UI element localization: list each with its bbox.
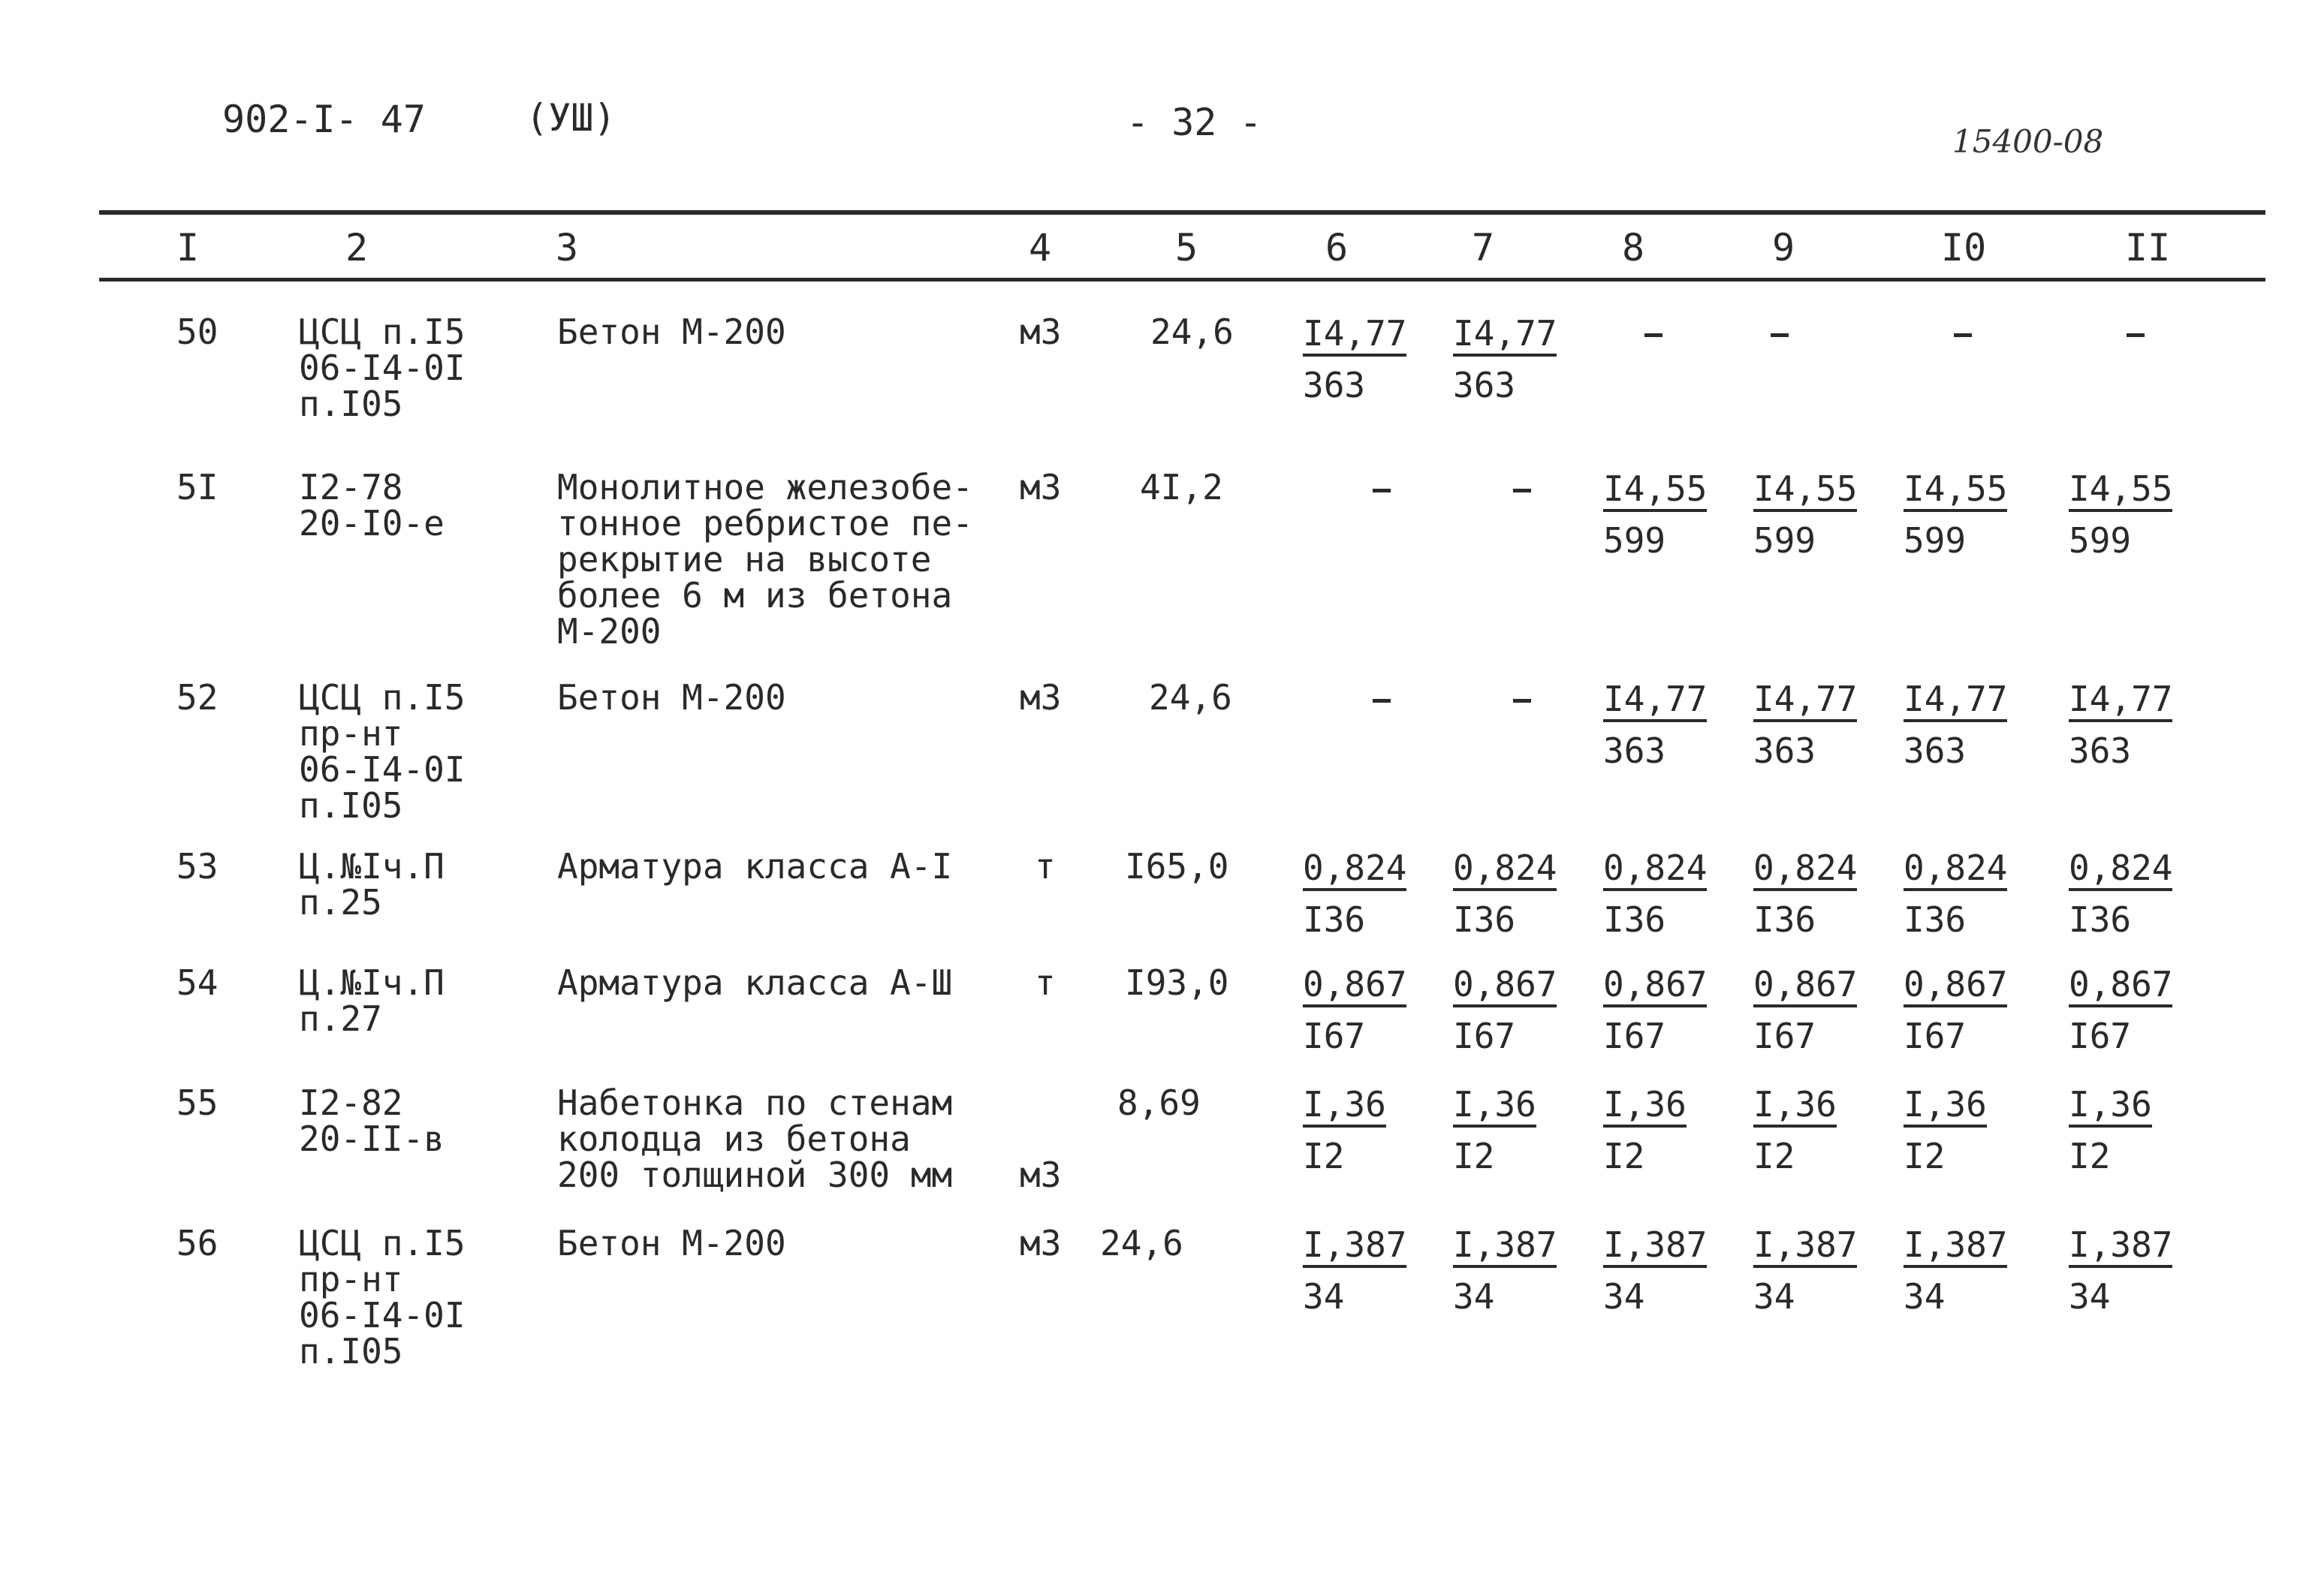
row-number: 54 <box>176 962 219 1003</box>
column-header: I0 <box>1941 226 1987 270</box>
fraction-numerator: I,36 <box>1753 1086 1837 1128</box>
fraction-numerator: 0,824 <box>1453 850 1557 891</box>
value-fraction <box>1453 1224 1557 1317</box>
quantity: 4I,2 <box>1140 467 1223 507</box>
rate-code-line: п.I05 <box>299 785 403 826</box>
fraction-denominator: I36 <box>1303 899 1366 940</box>
row-number: 52 <box>176 677 219 718</box>
fraction-denominator: I67 <box>1303 1016 1366 1056</box>
quantity: 8,69 <box>1117 1083 1201 1123</box>
unit: м3 <box>1020 1223 1062 1263</box>
unit: т <box>1035 962 1056 1003</box>
fraction-denominator: I36 <box>1603 899 1666 940</box>
work-name-line: Бетон М-200 <box>557 312 786 352</box>
rate-code-line: ЦСЦ п.I5 <box>299 1223 466 1263</box>
fraction-numerator: I,36 <box>1603 1086 1687 1128</box>
fraction-numerator: I4,77 <box>1303 315 1406 357</box>
column-header: 6 <box>1325 226 1349 270</box>
fraction-numerator: I4,77 <box>1753 681 1857 722</box>
fraction-denominator: 363 <box>1453 365 1516 405</box>
work-name-line: Бетон М-200 <box>557 677 786 718</box>
value-fraction <box>1904 681 2007 769</box>
value-fraction <box>1603 1224 1708 1317</box>
empty-dash <box>1513 699 1531 703</box>
fraction-numerator: I,36 <box>1904 1086 1987 1128</box>
fraction-numerator: I4,77 <box>1603 681 1707 722</box>
column-header: 9 <box>1772 226 1795 270</box>
fraction-numerator: I,387 <box>1453 1227 1557 1268</box>
unit: м3 <box>1020 677 1062 718</box>
fraction-denominator: I36 <box>2069 899 2132 940</box>
fraction-denominator: I36 <box>1904 899 1967 940</box>
value-fraction <box>1904 850 2007 938</box>
value-fraction <box>1303 850 1406 938</box>
rate-code-line: Ц.№Iч.П <box>299 962 445 1003</box>
column-header: II <box>2125 226 2171 270</box>
fraction-denominator: I2 <box>1753 1136 1795 1176</box>
value-fraction <box>1603 1086 1687 1174</box>
fraction-denominator: 363 <box>1603 730 1666 771</box>
rate-code-line: 20-I0-е <box>299 503 445 544</box>
value-fraction <box>1603 966 1707 1054</box>
work-name-line: Набетонка по стенам <box>557 1083 953 1123</box>
work-name-line: тонное ребристое пе- <box>557 503 973 544</box>
value-fraction <box>1753 1224 1858 1317</box>
fraction-denominator: 34 <box>1603 1276 1645 1317</box>
table-header-rule <box>99 278 2265 282</box>
fraction-denominator: I36 <box>1753 899 1816 940</box>
fraction-numerator: 0,867 <box>1303 966 1406 1007</box>
unit: м3 <box>1020 467 1062 507</box>
work-name-line: рекрытие на высоте <box>557 539 932 580</box>
table-top-rule <box>99 210 2265 215</box>
rate-code-line: пр-нт <box>299 1259 403 1299</box>
fraction-denominator: I2 <box>1904 1136 1946 1176</box>
empty-dash <box>1954 333 1972 337</box>
fraction-denominator: 599 <box>1904 520 1967 561</box>
fraction-denominator: I67 <box>2069 1016 2132 1056</box>
value-fraction <box>1453 966 1557 1054</box>
quantity: 24,6 <box>1150 312 1234 352</box>
value-fraction <box>1303 1086 1386 1174</box>
fraction-numerator: 0,824 <box>1904 850 2007 891</box>
work-name-line: более 6 м из бетона <box>557 575 953 616</box>
fraction-numerator: I4,77 <box>2069 681 2172 722</box>
rate-code-line: п.I05 <box>299 384 403 424</box>
fraction-denominator: I67 <box>1453 1016 1516 1056</box>
work-name-line: Арматура класса А-I <box>557 846 953 887</box>
fraction-denominator: 599 <box>2069 520 2132 561</box>
value-fraction <box>1303 315 1406 403</box>
rate-code-line: I2-78 <box>299 467 403 507</box>
fraction-numerator: I,36 <box>1303 1086 1386 1128</box>
fraction-numerator: I,36 <box>1453 1086 1536 1128</box>
fraction-denominator: 363 <box>2069 730 2132 771</box>
column-header: 7 <box>1472 226 1495 270</box>
fraction-numerator: 0,824 <box>1303 850 1406 891</box>
fraction-denominator: I67 <box>1753 1016 1816 1056</box>
fraction-denominator: 34 <box>1453 1276 1495 1317</box>
fraction-denominator: 34 <box>1303 1276 1345 1317</box>
value-fraction <box>1603 681 1707 769</box>
empty-dash <box>1644 333 1662 337</box>
fraction-numerator: I,387 <box>1303 1227 1406 1268</box>
rate-code-line: ЦСЦ п.I5 <box>299 677 466 718</box>
fraction-denominator: I2 <box>1603 1136 1645 1176</box>
document-code: 902-I- 47 <box>222 98 426 141</box>
column-header: 4 <box>1029 226 1052 270</box>
value-fraction <box>2069 1224 2173 1317</box>
fraction-denominator: 34 <box>1904 1276 1946 1317</box>
value-fraction <box>1904 468 2008 561</box>
fraction-numerator: 0,867 <box>1904 966 2007 1007</box>
value-fraction <box>1603 468 1708 561</box>
quantity: I65,0 <box>1125 846 1229 887</box>
empty-dash <box>1771 333 1789 337</box>
value-fraction <box>1753 681 1857 769</box>
fraction-numerator: 0,824 <box>1753 850 1857 891</box>
rate-code-line: 20-II-в <box>299 1119 445 1159</box>
work-name-line: Арматура класса А-Ш <box>557 962 953 1003</box>
rate-code-line: Ц.№Iч.П <box>299 846 445 887</box>
album-number: (УШ) <box>526 96 616 140</box>
rate-code-line: пр-нт <box>299 713 403 754</box>
value-fraction <box>1904 1086 1987 1174</box>
fraction-numerator: I,36 <box>2069 1086 2152 1128</box>
empty-dash <box>1373 699 1391 703</box>
fraction-numerator: 0,867 <box>1603 966 1707 1007</box>
column-header: 5 <box>1175 226 1198 270</box>
fraction-denominator: 34 <box>2069 1276 2111 1317</box>
row-number: 5I <box>176 467 219 507</box>
fraction-denominator: I67 <box>1904 1016 1967 1056</box>
rate-code-line: п.I05 <box>299 1331 403 1372</box>
empty-dash <box>2127 333 2145 337</box>
value-fraction <box>2069 681 2172 769</box>
column-header: I <box>176 226 200 270</box>
fraction-numerator: 0,867 <box>2069 966 2172 1007</box>
fraction-denominator: 363 <box>1904 730 1967 771</box>
value-fraction <box>1303 1224 1407 1317</box>
rate-code-line: 06-I4-0I <box>299 348 466 388</box>
work-name-line: М-200 <box>557 611 662 652</box>
rate-code-line: I2-82 <box>299 1083 403 1123</box>
archive-stamp: 15400-08 <box>1952 123 2104 160</box>
quantity: 24,6 <box>1149 677 1232 718</box>
empty-dash <box>1373 489 1391 492</box>
value-fraction <box>2069 966 2172 1054</box>
fraction-numerator: I4,55 <box>1603 471 1707 512</box>
column-header: 8 <box>1622 226 1645 270</box>
work-name-line: Монолитное железобе- <box>557 467 973 507</box>
value-fraction <box>1753 1086 1837 1174</box>
row-number: 50 <box>176 312 219 352</box>
unit: м3 <box>1020 1155 1062 1195</box>
fraction-denominator: I2 <box>2069 1136 2111 1176</box>
unit: м3 <box>1020 312 1062 352</box>
value-fraction <box>1904 1224 2008 1317</box>
rate-code-line: 06-I4-0I <box>299 749 466 790</box>
fraction-denominator: I2 <box>1453 1136 1495 1176</box>
fraction-denominator: 599 <box>1753 520 1816 561</box>
row-number: 56 <box>176 1223 219 1263</box>
column-header: 3 <box>556 226 579 270</box>
work-name-line: 200 толщиной 300 мм <box>557 1155 953 1195</box>
rate-code-line: п.27 <box>299 998 382 1039</box>
value-fraction <box>1753 468 1858 561</box>
value-fraction <box>1904 966 2007 1054</box>
fraction-denominator: I36 <box>1453 899 1516 940</box>
fraction-numerator: I,387 <box>1904 1227 2007 1268</box>
work-name-line: колодца из бетона <box>557 1119 911 1159</box>
fraction-numerator: I4,55 <box>2069 471 2172 512</box>
fraction-denominator: I67 <box>1603 1016 1666 1056</box>
value-fraction <box>1753 850 1857 938</box>
rate-code-line: 06-I4-0I <box>299 1295 466 1336</box>
value-fraction <box>2069 468 2173 561</box>
fraction-numerator: 0,867 <box>1753 966 1857 1007</box>
fraction-denominator: 599 <box>1603 520 1666 561</box>
fraction-denominator: 363 <box>1303 365 1366 405</box>
value-fraction <box>1753 966 1857 1054</box>
value-fraction <box>2069 1086 2152 1174</box>
value-fraction <box>1453 850 1557 938</box>
rate-code-line: ЦСЦ п.I5 <box>299 312 466 352</box>
value-fraction <box>1453 1086 1536 1174</box>
fraction-denominator: 34 <box>1753 1276 1795 1317</box>
fraction-denominator: 363 <box>1753 730 1816 771</box>
quantity: 24,6 <box>1100 1223 1183 1263</box>
column-header: 2 <box>345 226 369 270</box>
quantity: I93,0 <box>1125 962 1229 1003</box>
value-fraction <box>1603 850 1707 938</box>
page-number: - 32 - <box>1126 101 1262 144</box>
value-fraction <box>1453 315 1557 403</box>
fraction-numerator: 0,867 <box>1453 966 1557 1007</box>
value-fraction <box>2069 850 2172 938</box>
work-name-line: Бетон М-200 <box>557 1223 786 1263</box>
fraction-numerator: I4,77 <box>1453 315 1557 357</box>
value-fraction <box>1303 966 1406 1054</box>
row-number: 53 <box>176 846 219 887</box>
fraction-numerator: I,387 <box>2069 1227 2172 1268</box>
fraction-numerator: 0,824 <box>2069 850 2172 891</box>
row-number: 55 <box>176 1083 219 1123</box>
fraction-numerator: I,387 <box>1603 1227 1707 1268</box>
fraction-numerator: I,387 <box>1753 1227 1857 1268</box>
rate-code-line: п.25 <box>299 882 382 923</box>
fraction-denominator: I2 <box>1303 1136 1345 1176</box>
fraction-numerator: 0,824 <box>1603 850 1707 891</box>
unit: т <box>1035 846 1056 887</box>
fraction-numerator: I4,55 <box>1753 471 1857 512</box>
fraction-numerator: I4,55 <box>1904 471 2007 512</box>
empty-dash <box>1513 489 1531 492</box>
fraction-numerator: I4,77 <box>1904 681 2007 722</box>
